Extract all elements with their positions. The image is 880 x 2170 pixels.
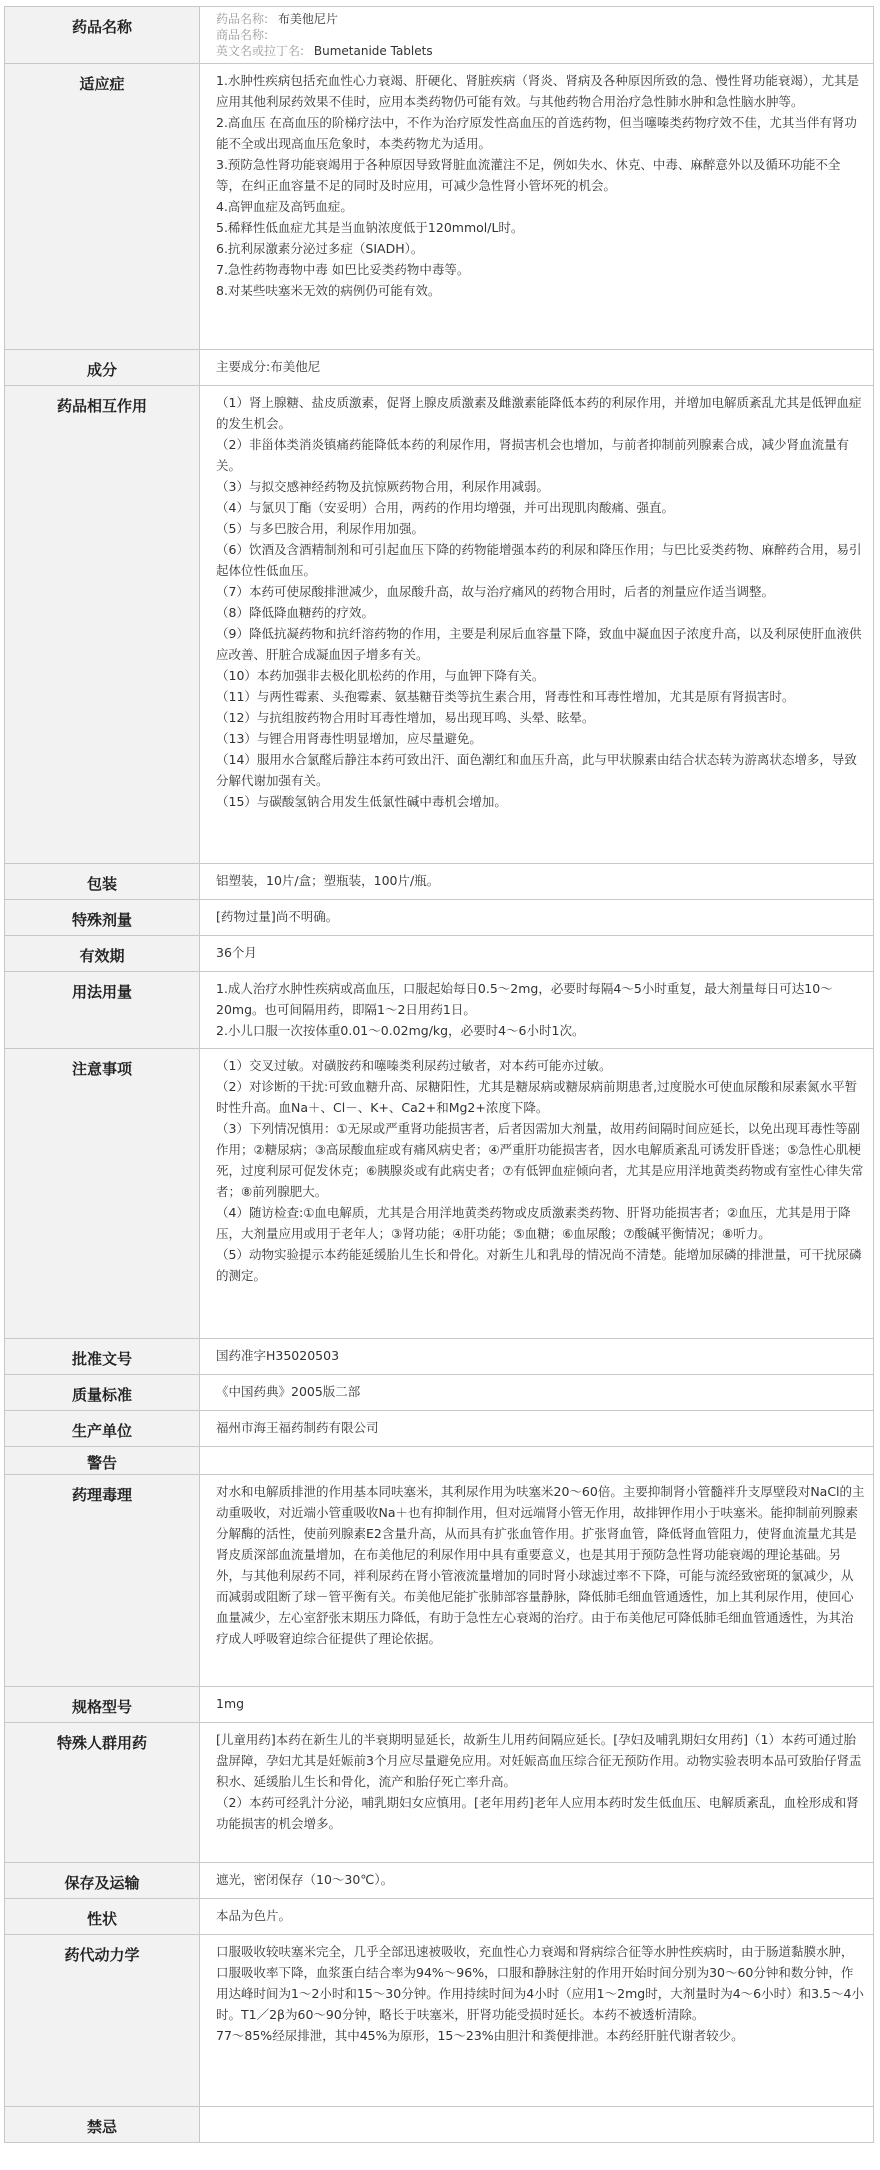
row-special-dosage	[5, 900, 874, 936]
label-special-dosage: 特殊剂量	[5, 900, 200, 936]
indications-cell	[200, 64, 874, 350]
interaction-item: （10）本药加强非去极化肌松药的作用，与血钾下降有关。	[216, 668, 545, 683]
label-usage: 用法用量	[5, 972, 200, 1049]
interaction-item: （6）饮酒及含酒精制剂和可引起血压下降的药物能增强本药的利尿和降压作用；与巴比妥类药物、麻醉药合用，易引起体位性低血压。	[216, 542, 862, 578]
row-manufacturer	[5, 1411, 874, 1447]
row-validity	[5, 936, 874, 972]
drug-name-cell	[200, 7, 874, 64]
pharmacology-text: 对水和电解质排泄的作用基本同呋塞米，其利尿作用为呋塞米20～60倍。主要抑制肾小管髓袢升支厚壁段对NaCl的主动重吸收，对近端小管重吸收Na＋也有抑制作用，但对远端肾小管无作用，故排钾作用小于呋塞米。能抑制前列腺素分解酶的活性，使前列腺素E2含量升高，从而具有扩张血管作用。扩张肾血管，降低肾血管阻力，使肾血流量尤其是肾皮质深部血流量增加，在布美他尼的利尿作用中具有重要意义，也是其用于预防急性肾功能衰竭的理论基础。另外，与其他利尿药不同，袢利尿药在肾小管液流量增加的同时肾小球滤过率不下降，可能与流经致密斑的氯减少，从而减弱或阻断了球－管平衡有关。布美他尼能扩张肺部容量静脉，降低肺毛细血管通透性，加上其利尿作用，使回心血量减少，左心室舒张末期压力降低，有助于急性左心衰竭的治疗。由于布美他尼可降低肺毛细血管通透性，为其治疗成人呼吸窘迫综合征提供了理论依据。	[216, 1484, 865, 1646]
pharmacokinetics-item: 77～85%经尿排泄，其中45%为原形，15～23%由胆汁和粪便排泄。本药经肝脏代谢者较少。	[216, 2028, 744, 2043]
label-character: 性状	[5, 1899, 200, 1935]
generic-name-value: 布美他尼片	[277, 12, 338, 26]
label-drug-name: 药品名称	[5, 7, 200, 64]
indication-item: 7.急性药物毒物中毒 如巴比妥类药物中毒等。	[216, 262, 470, 277]
usage-item: 2.小儿口服一次按体重0.01～0.02mg/kg，必要时4～6小时1次。	[216, 1023, 585, 1038]
row-indications	[5, 64, 874, 350]
indication-item: 3.预防急性肾功能衰竭用于各种原因导致肾脏血流灌注不足，例如失水、休克、中毒、麻醉意外以及循环功能不全等，在纠正血容量不足的同时及时应用，可减少急性肾小管坏死的机会。	[216, 157, 841, 193]
precaution-item: （2）对诊断的干扰:可致血糖升高、尿糖阳性，尤其是糖尿病或糖尿病前期患者,过度脱水可使血尿酸和尿素氮水平暂时性升高。血Na＋、Cl－、K+、Ca2+和Mg2+浓度下降。	[216, 1079, 858, 1115]
interaction-item: （13）与锂合用肾毒性明显增加，应尽量避免。	[216, 731, 482, 746]
row-interactions	[5, 386, 874, 864]
precaution-item: （5）动物实验提示本药能延缓胎儿生长和骨化。对新生儿和乳母的情况尚不清楚。能增加尿磷的排泄量，可干扰尿磷的测定。	[216, 1247, 862, 1283]
spec-value: 1mg	[200, 1687, 874, 1723]
approval-value: 国药准字H35020503	[200, 1339, 874, 1375]
row-approval	[5, 1339, 874, 1375]
label-approval: 批准文号	[5, 1339, 200, 1375]
warning-value	[200, 1447, 874, 1475]
row-drug-name	[5, 7, 874, 64]
interaction-item: （4）与氯贝丁酯（安妥明）合用，两药的作用均增强，并可出现肌肉酸痛、强直。	[216, 500, 674, 515]
row-packaging	[5, 864, 874, 900]
label-indications: 适应症	[5, 64, 200, 350]
label-standard: 质量标准	[5, 1375, 200, 1411]
label-precautions: 注意事项	[5, 1049, 200, 1339]
label-spec: 规格型号	[5, 1687, 200, 1723]
interaction-item: （7）本药可使尿酸排泄减少，血尿酸升高，故与治疗痛风的药物合用时，后者的剂量应作适当调整。	[216, 584, 774, 599]
label-special-population: 特殊人群用药	[5, 1723, 200, 1863]
english-name-value: Bumetanide Tablets	[313, 44, 433, 58]
interaction-item: （1）肾上腺糖、盐皮质激素，促肾上腺皮质激素及雌激素能降低本药的利尿作用，并增加电解质紊乱尤其是低钾血症的发生机会。	[216, 395, 862, 431]
row-standard	[5, 1375, 874, 1411]
label-validity: 有效期	[5, 936, 200, 972]
english-name-line	[216, 43, 865, 59]
row-spec	[5, 1687, 874, 1723]
row-usage	[5, 972, 874, 1049]
label-contraindications: 禁忌	[5, 2107, 200, 2143]
interaction-item: （14）服用水合氯醛后静注本药可致出汗、面色潮红和血压升高，此与甲状腺素由结合状态转为游离状态增多，导致分解代谢加强有关。	[216, 752, 857, 788]
contraindications-value	[200, 2107, 874, 2143]
special-population-item: [儿童用药]本药在新生儿的半衰期明显延长，故新生儿用药间隔应延长。[孕妇及哺乳期妇女用药]（1）本药可通过胎盘屏障，孕妇尤其是妊娠前3个月应尽量避免应用。对妊娠高血压综合征无预防作用。动物实验表明本品可致胎仔肾盂积水、延缓胎儿生长和骨化，流产和胎仔死亡率升高。	[216, 1732, 862, 1789]
row-pharmacokinetics	[5, 1935, 874, 2107]
row-special-population	[5, 1723, 874, 1863]
interaction-item: （15）与碳酸氢钠合用发生低氯性碱中毒机会增加。	[216, 794, 507, 809]
row-warning	[5, 1447, 874, 1475]
label-interactions: 药品相互作用	[5, 386, 200, 864]
generic-name-label: 药品名称:	[216, 12, 269, 26]
indication-item: 6.抗利尿激素分泌过多症（SIADH）。	[216, 241, 424, 256]
validity-value: 36个月	[200, 936, 874, 972]
label-storage: 保存及运输	[5, 1863, 200, 1899]
row-contraindications	[5, 2107, 874, 2143]
label-warning: 警告	[5, 1447, 200, 1475]
special-population-item: （2）本药可经乳汁分泌，哺乳期妇女应慎用。[老年用药]老年人应用本药时发生低血压、电解质紊乱，血栓形成和肾功能损害的机会增多。	[216, 1795, 859, 1831]
label-pharmacokinetics: 药代动力学	[5, 1935, 200, 2107]
precaution-item: （3）下列情况慎用：①无尿或严重肾功能损害者，后者因需加大剂量，故用药间隔时间应延长，以免出现耳毒性等副作用；②糖尿病；③高尿酸血症或有痛风病史者；④严重肝功能损害者，因水电解质紊乱可诱发肝昏迷；⑤急性心肌梗死，过度利尿可促发休克；⑥胰腺炎或有此病史者；⑦有低钾血症倾向者，尤其是应用洋地黄类药物或有室性心律失常者；⑧前列腺肥大。	[216, 1121, 864, 1199]
indication-item: 5.稀释性低血症尤其是当血钠浓度低于120mmol/L时。	[216, 220, 524, 235]
manufacturer-value: 福州市海王福药制药有限公司	[200, 1411, 874, 1447]
usage-cell	[200, 972, 874, 1049]
precautions-cell	[200, 1049, 874, 1339]
special-population-cell	[200, 1723, 874, 1863]
row-precautions	[5, 1049, 874, 1339]
ingredients-value: 主要成分:布美他尼	[200, 350, 874, 386]
indication-item: 4.高钾血症及高钙血症。	[216, 199, 353, 214]
trade-name-label: 商品名称:	[216, 28, 269, 42]
indication-item: 1.水肿性疾病包括充血性心力衰竭、肝硬化、肾脏疾病（肾炎、肾病及各种原因所致的急、慢性肾功能衰竭），尤其是应用其他利尿药效果不佳时，应用本类药物仍可能有效。与其他药物合用治疗急性肺水肿和急性脑水肿等。	[216, 73, 860, 109]
interactions-cell	[200, 386, 874, 864]
pharmacokinetics-cell	[200, 1935, 874, 2107]
storage-value: 遮光，密闭保存（10～30℃）。	[200, 1863, 874, 1899]
standard-value: 《中国药典》2005版二部	[200, 1375, 874, 1411]
special-dosage-value: [药物过量]尚不明确。	[200, 900, 874, 936]
generic-name-line	[216, 11, 865, 27]
row-storage	[5, 1863, 874, 1899]
pharmacology-cell	[200, 1475, 874, 1687]
label-packaging: 包装	[5, 864, 200, 900]
precaution-item: （1）交叉过敏。对磺胺药和噻嗪类利尿药过敏者，对本药可能亦过敏。	[216, 1058, 612, 1073]
pharmacokinetics-item: 口服吸收较呋塞米完全，几乎全部迅速被吸收，充血性心力衰竭和肾病综合征等水肿性疾病时，由于肠道黏膜水肿，口服吸收率下降，血浆蛋白结合率为94%～96%，口服和静脉注射的作用开始时间分别为30～60分钟和数分钟，作用达峰时间为1～2小时和15～30分钟。作用持续时间为4小时（应用1～2mg时，大剂量时为4～6小时）和3.5～4小时。T1／2β为60～90分钟，略长于呋塞米，肝肾功能受损时延长。本药不被透析清除。	[216, 1944, 864, 2022]
label-pharmacology: 药理毒理	[5, 1475, 200, 1687]
packaging-value: 铝塑装，10片/盒；塑瓶装，100片/瓶。	[200, 864, 874, 900]
precaution-item: （4）随访检查:①血电解质，尤其是合用洋地黄类药物或皮质激素类药物、肝肾功能损害者；②血压，尤其是用于降压，大剂量应用或用于老年人；③肾功能；④肝功能；⑤血糖；⑥血尿酸；⑦酸碱平衡情况；⑧听力。	[216, 1205, 851, 1241]
interaction-item: （11）与两性霉素、头孢霉素、氨基糖苷类等抗生素合用，肾毒性和耳毒性增加，尤其是原有肾损害时。	[216, 689, 795, 704]
row-character	[5, 1899, 874, 1935]
row-pharmacology	[5, 1475, 874, 1687]
interaction-item: （2）非甾体类消炎镇痛药能降低本药的利尿作用，肾损害机会也增加，与前者抑制前列腺素合成，减少肾血流量有关。	[216, 437, 849, 473]
interaction-item: （9）降低抗凝药物和抗纤溶药物的作用，主要是利尿后血容量下降，致血中凝血因子浓度升高，以及利尿使肝血液供应改善、肝脏合成凝血因子增多有关。	[216, 626, 862, 662]
drug-info-table	[4, 6, 874, 2143]
label-manufacturer: 生产单位	[5, 1411, 200, 1447]
interaction-item: （8）降低降血糖药的疗效。	[216, 605, 374, 620]
interaction-item: （5）与多巴胺合用，利尿作用加强。	[216, 521, 424, 536]
trade-name-line	[216, 27, 865, 43]
interaction-item: （12）与抗组胺药物合用时耳毒性增加，易出现耳鸣、头晕、眩晕。	[216, 710, 595, 725]
label-ingredients: 成分	[5, 350, 200, 386]
row-ingredients	[5, 350, 874, 386]
usage-item: 1.成人治疗水肿性疾病或高血压，口服起始每日0.5～2mg，必要时每隔4～5小时重复，最大剂量每日可达10～20mg。也可间隔用药，即隔1～2日用药1日。	[216, 981, 833, 1017]
interaction-item: （3）与拟交感神经药物及抗惊厥药物合用，利尿作用减弱。	[216, 479, 549, 494]
indication-item: 2.高血压 在高血压的阶梯疗法中，不作为治疗原发性高血压的首选药物，但当噻嗪类药物疗效不佳，尤其当伴有肾功能不全或出现高血压危象时，本类药物尤为适用。	[216, 115, 857, 151]
english-name-label: 英文名或拉丁名:	[216, 44, 305, 58]
character-value: 本品为色片。	[200, 1899, 874, 1935]
indication-item: 8.对某些呋塞米无效的病例仍可能有效。	[216, 283, 441, 298]
